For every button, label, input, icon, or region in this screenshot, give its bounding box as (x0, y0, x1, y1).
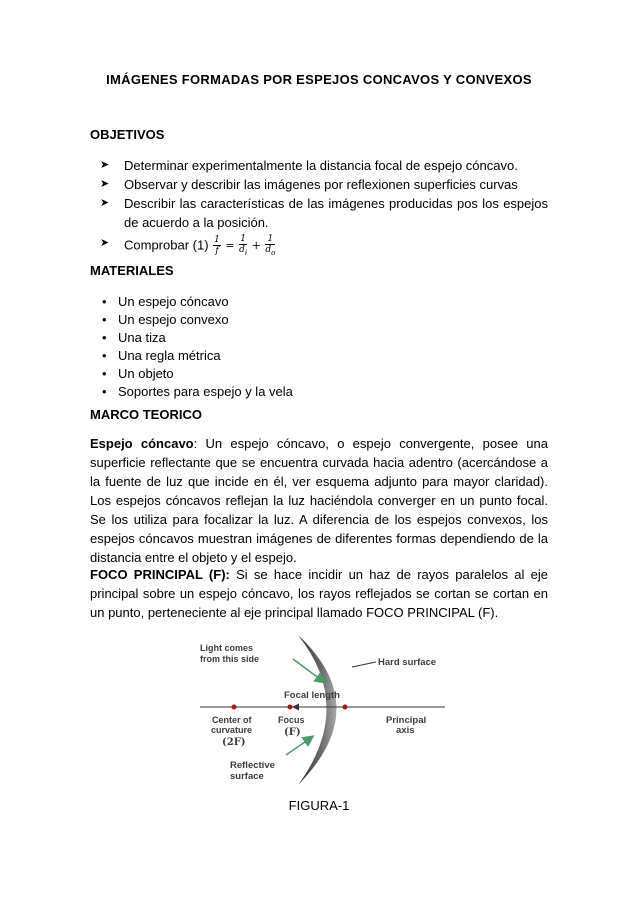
concave-mirror-diagram (190, 627, 448, 789)
label-focus: Focus (278, 715, 305, 725)
objetivos-list (90, 156, 548, 258)
espejo-concavo-paragraph: Espejo cóncavo: Un espejo cóncavo, o espejo convergente, posee una superficie reflectante que se encuentra curvada hacia adentro (acercándose a la fuente de luz que incide en él, ver esquema adjunto para mayor claridad). Los espejos cóncavos reflejan la luz haciéndola converger en un punto focal. Se los utiliza para focalizar la luz. A diferencia de los espejos convexos, los espejos cóncavos muestran imágenes de diferentes formas dependiendo de la distancia entre el objeto y el espejo. (90, 436, 548, 565)
label-hard-surface: Hard surface (378, 657, 437, 668)
objetivo-item: ➤ Determinar experimentalmente la distancia focal de espejo cóncavo. (100, 158, 518, 173)
arrow-bullet-icon: ➤ (100, 178, 110, 190)
label-f: (F) (284, 727, 301, 738)
materiales-heading: MATERIALES (90, 263, 174, 278)
label-center-of: Center of (212, 715, 252, 725)
material-item: • Un espejo convexo (102, 312, 229, 327)
objetivo-item: ➤ Observar y describir las imágenes por reflexionen superficies curvas (100, 177, 518, 192)
objetivo-item: ➤ Comprobar (1) $\frac{1}{f}$ = $\frac{1}{d_i}$ + $\frac{1}{d_o}$ (100, 234, 276, 257)
label-axis: axis (396, 725, 415, 736)
material-item: • Un espejo cóncavo (102, 294, 229, 309)
objetivo-item: ➤ Describir las características de las imágenes producidas pos los espejos de acuerdo a la posición. (100, 196, 548, 230)
material-item: • Una tiza (102, 330, 166, 345)
objetivos-heading: OBJETIVOS (90, 127, 165, 142)
arrow-bullet-icon: ➤ (100, 237, 110, 249)
document-title: IMÁGENES FORMADAS POR ESPEJOS CONCAVOS Y CONVEXOS (106, 72, 532, 87)
marco-teorico-heading: MARCO TEORICO (90, 407, 202, 422)
bullet-icon: • (102, 312, 107, 327)
bullet-icon: • (102, 366, 107, 381)
arrow-bullet-icon: ➤ (100, 159, 110, 171)
lens-formula: $\frac{1}{f}$ = $\frac{1}{d_i}$ + $\frac{1}{d_o}$ (214, 234, 276, 257)
bullet-icon: • (102, 348, 107, 363)
label-curvature: curvature (211, 725, 253, 735)
materiales-list (90, 293, 293, 401)
center-point-icon (232, 705, 237, 710)
label-principal: Principal (386, 715, 427, 726)
material-item: • Un objeto (102, 366, 174, 381)
material-item: • Soportes para espejo y la vela (102, 384, 293, 399)
label-reflective: Reflective (230, 760, 275, 771)
label-from-this-side: from this side (200, 654, 260, 664)
focus-point-icon (288, 705, 293, 710)
bullet-icon: • (102, 294, 107, 309)
bullet-icon: • (102, 330, 107, 345)
label-surface: surface (230, 771, 264, 782)
vertex-point-icon (343, 705, 348, 710)
foco-principal-paragraph: FOCO PRINCIPAL (F): Si se hace incidir un haz de rayos paralelos al eje principal sobre un espejo cóncavo, los rayos reflejados se cortan se cortan en un punto, perteneciente al eje principal llamado FOCO PRINCIPAL (F). (90, 567, 548, 620)
arrow-bullet-icon: ➤ (100, 197, 110, 209)
material-item: • Una regla métrica (102, 348, 221, 363)
label-light-comes: Light comes (200, 643, 254, 653)
label-focal-length: Focal length (284, 690, 340, 701)
bullet-icon: • (102, 384, 107, 399)
figure-caption: FIGURA-1 (288, 798, 350, 813)
label-2f: (2F) (222, 737, 246, 748)
